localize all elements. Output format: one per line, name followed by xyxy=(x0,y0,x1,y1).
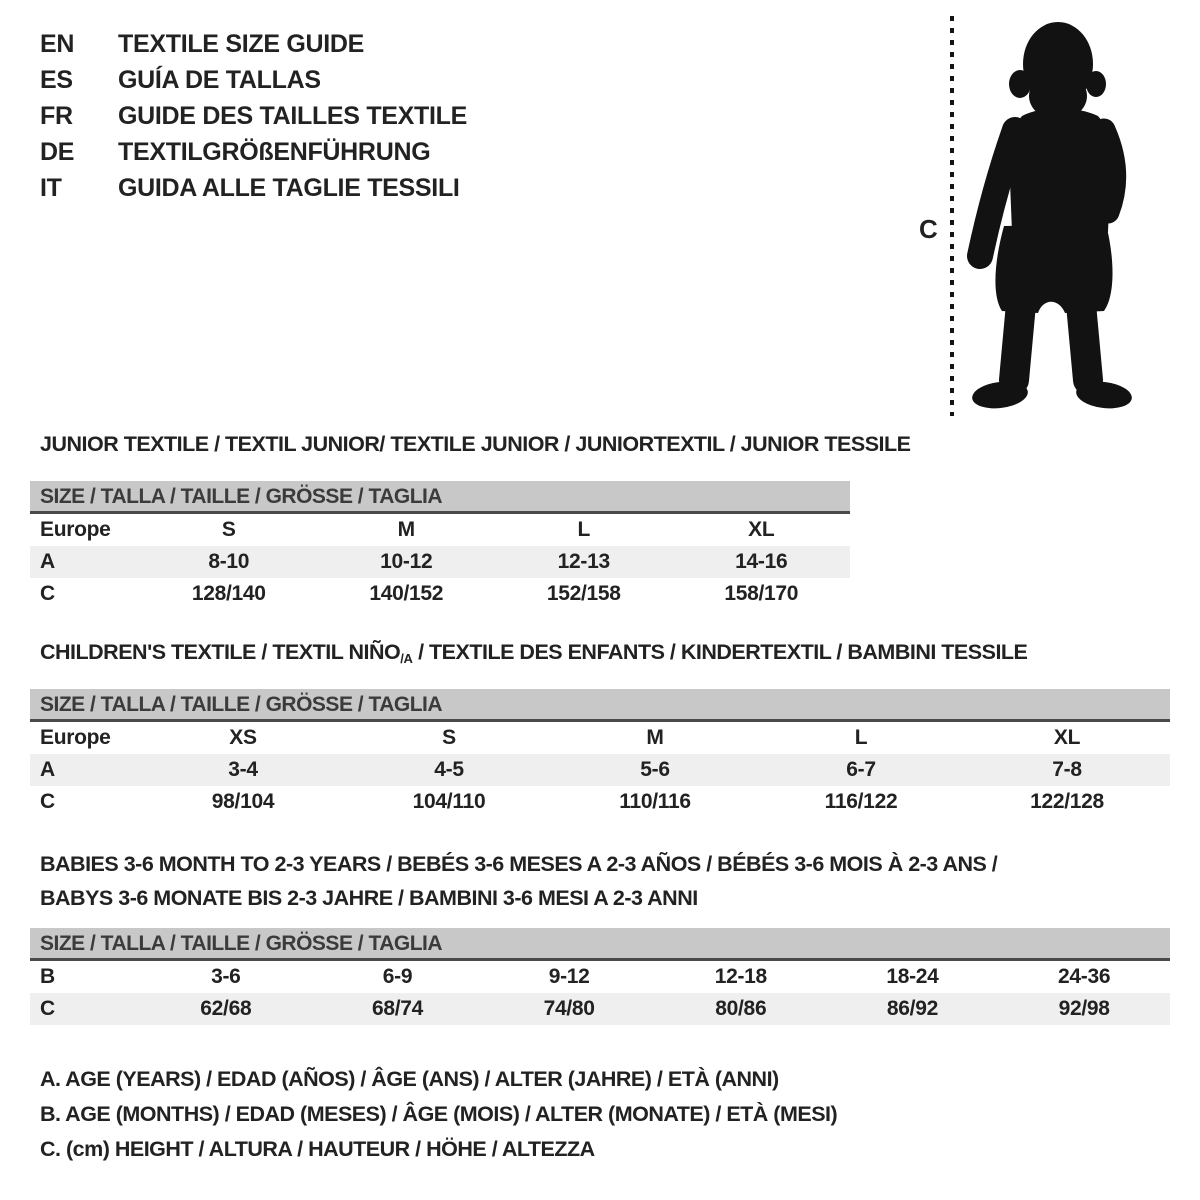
size-cell: 152/158 xyxy=(546,582,621,605)
row-label: A xyxy=(40,550,55,573)
children-title-sub: /A xyxy=(400,651,413,666)
row-label: A xyxy=(40,758,55,781)
row-label: B xyxy=(40,965,55,988)
row-label: Europe xyxy=(40,518,111,541)
size-cell: 12-13 xyxy=(557,550,610,573)
table-row xyxy=(30,722,1170,754)
list-item xyxy=(40,170,467,206)
size-cell: 140/152 xyxy=(369,582,444,605)
size-table xyxy=(30,961,1170,1025)
size-cell: 9-12 xyxy=(548,965,590,988)
size-table xyxy=(30,722,1170,818)
junior-section-title: JUNIOR TEXTILE / TEXTIL JUNIOR/ TEXTILE JUNIOR / JUNIORTEXTIL / JUNIOR TESSILE xyxy=(40,432,911,456)
language-code: DE xyxy=(40,138,75,166)
size-cell: 104/110 xyxy=(412,790,486,813)
row-label: C xyxy=(40,582,55,605)
size-cell: 110/116 xyxy=(619,790,691,813)
size-cell: 158/170 xyxy=(724,582,799,605)
table-row xyxy=(30,546,850,578)
language-code: ES xyxy=(40,66,73,94)
table-row xyxy=(30,578,850,610)
size-cell: M xyxy=(397,518,415,541)
legend-line-b: B. AGE (MONTHS) / EDAD (MESES) / ÂGE (MOIS) / ALTER (MONATE) / ETÀ (MESI) xyxy=(40,1102,838,1126)
size-cell: 12-18 xyxy=(714,965,767,988)
size-cell: 10-12 xyxy=(380,550,433,573)
babies-title-line1: BABIES 3-6 MONTH TO 2-3 YEARS / BEBÉS 3-6 MESES A 2-3 AÑOS / BÉBÉS 3-6 MOIS À 2-3 ANS / xyxy=(40,852,998,876)
table-row xyxy=(30,786,1170,818)
size-cell: 4-5 xyxy=(434,758,464,781)
measure-legend xyxy=(40,1062,837,1167)
list-item xyxy=(40,26,467,62)
row-label: C xyxy=(40,790,55,813)
size-cell: 14-16 xyxy=(735,550,788,573)
babies-section-title xyxy=(40,847,997,915)
size-cell: 24-36 xyxy=(1058,965,1111,988)
table-row xyxy=(30,993,1170,1025)
size-cell: 122/128 xyxy=(1030,790,1104,813)
language-title: GUIDA ALLE TAGLIE TESSILI xyxy=(118,174,460,202)
language-code: EN xyxy=(40,30,75,58)
size-cell: L xyxy=(854,726,868,749)
children-size-table xyxy=(30,689,1170,818)
size-header-bar: SIZE / TALLA / TAILLE / GRÖSSE / TAGLIA xyxy=(30,481,850,514)
children-section-title xyxy=(40,640,1027,666)
size-cell: S xyxy=(221,518,236,541)
size-cell: 98/104 xyxy=(211,790,275,813)
size-cell: 80/86 xyxy=(715,997,767,1020)
size-cell: S xyxy=(442,726,456,749)
size-cell: 6-7 xyxy=(846,758,876,781)
language-title: GUÍA DE TALLAS xyxy=(118,66,321,94)
language-title-list xyxy=(40,26,467,206)
size-cell: 68/74 xyxy=(371,997,424,1020)
size-header-bar: SIZE / TALLA / TAILLE / GRÖSSE / TAGLIA xyxy=(30,928,1170,961)
size-cell: 3-6 xyxy=(211,965,241,988)
children-title-post: / TEXTILE DES ENFANTS / KINDERTEXTIL / BAMBINI TESSILE xyxy=(412,640,1028,664)
size-cell: XL xyxy=(748,518,775,541)
list-item xyxy=(40,98,467,134)
size-cell: 5-6 xyxy=(640,758,670,781)
size-cell: 74/80 xyxy=(543,997,595,1020)
size-header-bar: SIZE / TALLA / TAILLE / GRÖSSE / TAGLIA xyxy=(30,689,1170,722)
size-cell: M xyxy=(646,726,664,749)
size-cell: 92/98 xyxy=(1058,997,1110,1020)
size-cell: 7-8 xyxy=(1052,758,1082,781)
language-title: TEXTILE SIZE GUIDE xyxy=(118,30,365,58)
size-cell: 62/68 xyxy=(200,997,252,1020)
measure-c-label: C xyxy=(919,214,938,244)
dashed-measure-line xyxy=(950,16,954,416)
table-row xyxy=(30,961,1170,993)
babies-size-table xyxy=(30,928,1170,1025)
size-cell: XL xyxy=(1053,726,1081,749)
children-title-pre: CHILDREN'S TEXTILE / TEXTIL NIÑO xyxy=(40,640,401,664)
size-table xyxy=(30,514,850,610)
toddler-silhouette-icon xyxy=(958,14,1143,414)
language-code: FR xyxy=(40,102,73,130)
table-row xyxy=(30,754,1170,786)
row-label: Europe xyxy=(40,726,111,749)
legend-line-c: C. (cm) HEIGHT / ALTURA / HAUTEUR / HÖHE / ALTEZZA xyxy=(40,1137,595,1161)
list-item xyxy=(40,62,467,98)
size-cell: 3-4 xyxy=(228,758,258,781)
size-cell: 128/140 xyxy=(191,582,266,605)
list-item xyxy=(40,134,467,170)
language-code: IT xyxy=(40,174,62,202)
size-cell: 18-24 xyxy=(886,965,939,988)
junior-size-table xyxy=(30,481,850,610)
size-cell: L xyxy=(577,518,591,541)
babies-title-line2: BABYS 3-6 MONATE BIS 2-3 JAHRE / BAMBINI 3-6 MESI A 2-3 ANNI xyxy=(40,886,698,910)
size-cell: 8-10 xyxy=(208,550,250,573)
table-row xyxy=(30,514,850,546)
height-measure-figure xyxy=(905,14,1190,420)
size-cell: XS xyxy=(229,726,257,749)
size-cell: 86/92 xyxy=(886,997,938,1020)
size-cell: 116/122 xyxy=(824,790,898,813)
language-title: GUIDE DES TAILLES TEXTILE xyxy=(118,102,468,130)
row-label: C xyxy=(40,997,55,1020)
legend-line-a: A. AGE (YEARS) / EDAD (AÑOS) / ÂGE (ANS) / ALTER (JAHRE) / ETÀ (ANNI) xyxy=(40,1067,779,1091)
language-title: TEXTILGRÖßENFÜHRUNG xyxy=(118,138,431,166)
size-cell: 6-9 xyxy=(382,965,413,988)
